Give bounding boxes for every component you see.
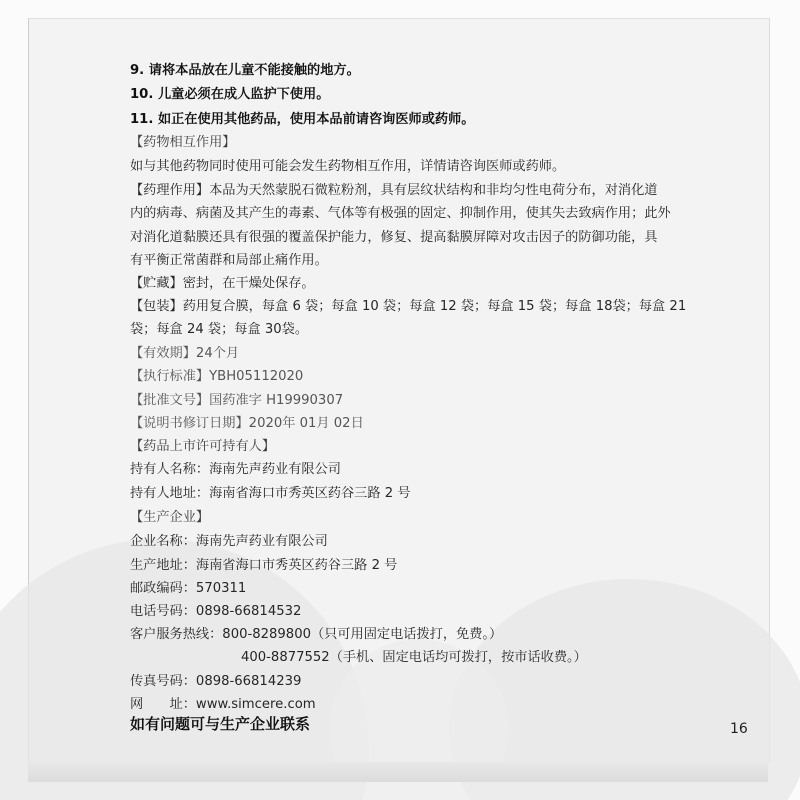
text-line-service-hotline: 客户服务热线：800-8289800（只可用固定电话拨打，免费。）: [130, 627, 503, 642]
bottom-band: [28, 762, 768, 782]
text-line-postcode: 邮政编码：570311: [130, 581, 247, 596]
page-number: 16: [730, 721, 748, 737]
text-line: 【药理作用】本品为天然蒙脱石微粒粉剂，具有层纹状结构和非均匀性电荷分布，对消化道: [130, 183, 658, 198]
text-line-storage: 【贮藏】密封，在干燥处保存。: [130, 276, 315, 291]
text-line-warning-10: 10. 儿童必须在成人监护下使用。: [130, 87, 330, 102]
text-line-warning-11: 11. 如正在使用其他药品，使用本品前请咨询医师或药师。: [130, 112, 475, 127]
text-line-holder-name: 持有人名称：海南先声药业有限公司: [130, 462, 341, 477]
text-line-fax: 传真号码：0898-66814239: [130, 674, 302, 689]
text-line-revision-date: 【说明书修订日期】2020年 01月 02日: [130, 416, 364, 431]
text-line: 如与其他药物同时使用可能会发生药物相互作用，详情请咨询医师或药师。: [130, 159, 566, 174]
contact-footer: 如有问题可与生产企业联系: [130, 715, 311, 733]
watermark-shape: [0, 539, 369, 800]
text-line-holder-address: 持有人地址：海南省海口市秀英区药谷三路 2 号: [130, 486, 411, 501]
text-line: 内的病毒、病菌及其产生的毒素、气体等有极强的固定、抑制作用，使其失去致病作用；此外: [130, 206, 671, 221]
text-line-validity: 【有效期】24个月: [130, 346, 240, 361]
text-line-standard: 【执行标准】YBH05112020: [130, 369, 304, 384]
text-line: 对消化道黏膜还具有很强的覆盖保护能力，修复、提高黏膜屏障对攻击因子的防御功能，具: [130, 230, 658, 245]
text-line-package: 【包装】药用复合膜，每盒 6 袋；每盒 10 袋；每盒 12 袋；每盒 15 袋；每盒 18袋；每盒 21: [130, 299, 687, 314]
section-heading-holder: 【药品上市许可持有人】: [130, 439, 276, 454]
text-line-service-hotline-2: 400-8877552（手机、固定电话均可拨打，按市话收费。）: [241, 650, 587, 665]
text-line-company-name: 企业名称：海南先声药业有限公司: [130, 534, 328, 549]
text-line: 有平衡正常菌群和局部止痛作用。: [130, 253, 328, 268]
section-heading-manufacturer: 【生产企业】: [130, 510, 210, 525]
section-heading-drug-interaction: 【药物相互作用】: [130, 135, 236, 150]
text-line-website: 网 址：www.simcere.com: [130, 697, 316, 712]
text-line-production-address: 生产地址：海南省海口市秀英区药谷三路 2 号: [130, 558, 398, 573]
text-line-warning-9: 9. 请将本品放在儿童不能接触的地方。: [130, 63, 360, 78]
text-line-package: 袋；每盒 24 袋；每盒 30袋。: [130, 322, 309, 337]
text-line-phone: 电话号码：0898-66814532: [130, 604, 302, 619]
text-line-approval: 【批准文号】国药准字 H19990307: [130, 393, 344, 408]
